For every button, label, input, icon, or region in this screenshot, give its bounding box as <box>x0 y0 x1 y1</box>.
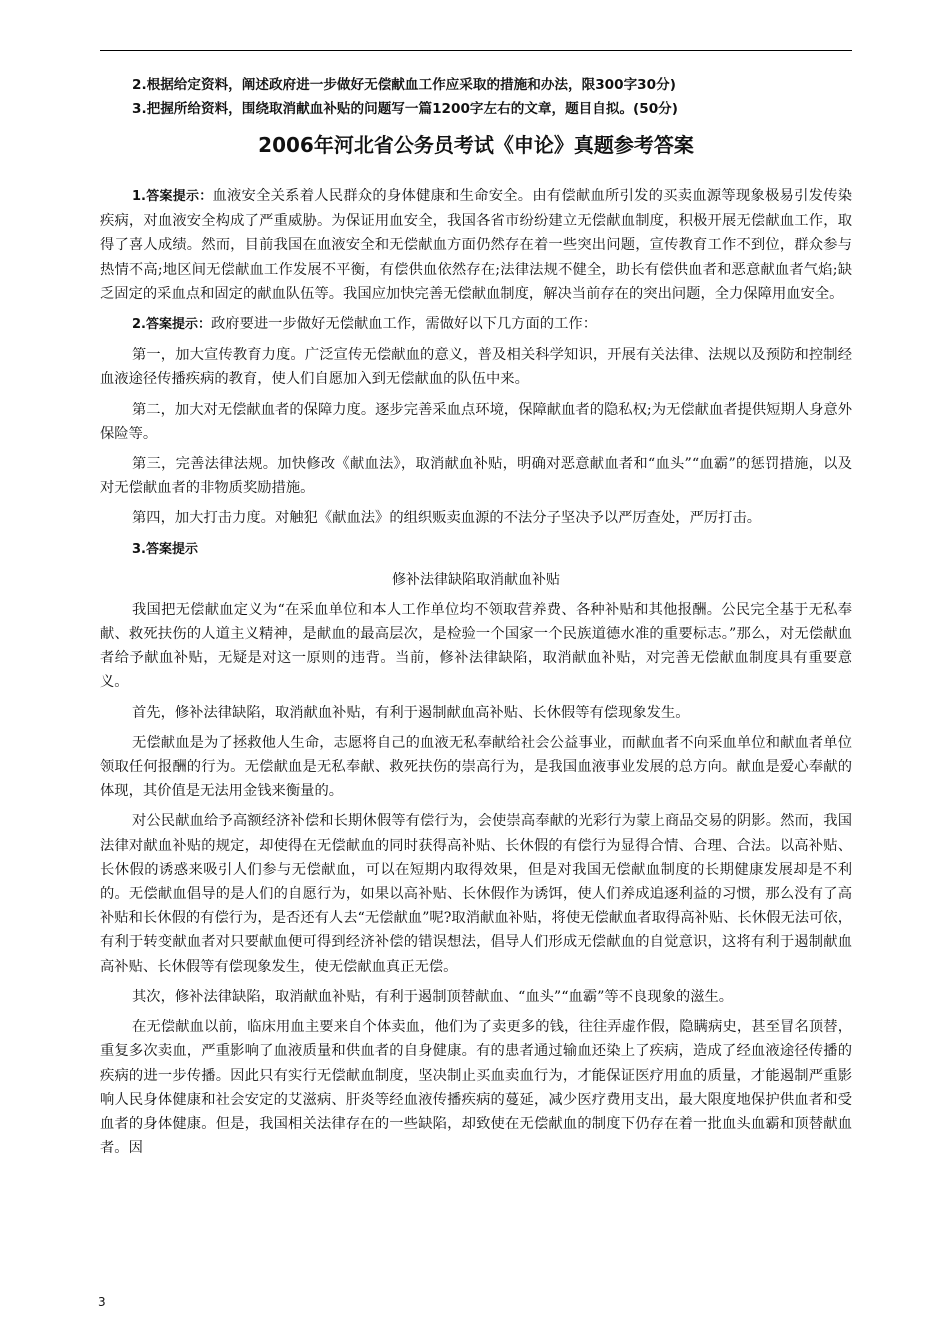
answer-1-text: 血液安全关系着人民群众的身体健康和生命安全。由有偿献血所引发的买卖血源等现象极易引发传染疾病，对血液安全构成了严重威胁。为保证用血安全，我国各省市纷纷建立无偿献血制度，积极开展无偿献血工作，取得了喜人成绩。然而，目前我国在血液安全和无偿献血方面仍然存在着一些突出问题，宣传教育工作不到位，群众参与热情不高;地区间无偿献血工作发展不平衡，有偿供血依然存在;法律法规不健全，助长有偿供血者和恶意献血者气焰;缺乏固定的采血点和固定的献血队伍等。我国应加快完善无偿献血制度，解决当前存在的突出问题，全力保障用血安全。 <box>100 188 853 302</box>
answer-2-intro-text: 政府要进一步做好无偿献血工作，需做好以下几方面的工作： <box>210 316 597 333</box>
essay-paragraph: 对公民献血给予高额经济补偿和长期休假等有偿行为，会使崇高奉献的光彩行为蒙上商品交易的阴影。然而，我国法律对献血补贴的规定，却使得在无偿献血的同时获得高补贴、长休假的有偿行为显得合情、合理、合法。以高补贴、长休假的诱惑来吸引人们参与无偿献血，可以在短期内取得效果，但是对我国无偿献血制度的长期健康发展却是不利的。无偿献血倡导的是人们的自愿行为，如果以高补贴、长休假作为诱饵，使人们养成追逐利益的习惯，那么没有了高补贴和长休假的有偿行为，是否还有人去“无偿献血”呢?取消献血补贴，将使无偿献血者取得高补贴、长休假无法可依，有利于转变献血者对只要献血便可得到经济补偿的错误想法，倡导人们形成无偿献血的自觉意识，这将有利于遏制献血高补贴、长休假等有偿现象发生，使无偿献血真正无偿。 <box>100 813 852 975</box>
essay-paragraph: 无偿献血是为了拯救他人生命，志愿将自己的血液无私奉献给社会公益事业，而献血者不向采血单位和献血者单位领取任何报酬的行为。无偿献血是无私奉献、救死扶伤的崇高行为，是我国血液事业发展的总方向。献血是爱心奉献的体现，其价值是无法用金钱来衡量的。 <box>100 734 852 800</box>
document-body <box>100 73 852 1166</box>
answer-3-label: 3.答案提示 <box>132 541 198 557</box>
essay-paragraph: 首先，修补法律缺陷，取消献血补贴，有利于遏制献血高补贴、长休假等有偿现象发生。 <box>132 704 690 721</box>
answer-2-point: 第一，加大宣传教育力度。广泛宣传无偿献血的意义，普及相关科学知识，开展有关法律、法规以及预防和控制经血液途径传播疾病的教育，使人们自愿加入到无偿献血的队伍中来。 <box>100 347 852 388</box>
answer-2-intro <box>100 312 852 337</box>
answer-2-label: 2.答案提示： <box>132 317 211 333</box>
essay-paragraph: 我国把无偿献血定义为“在采血单位和本人工作单位均不领取营养费、各种补贴和其他报酬。公民完全基于无私奉献、救死扶伤的人道主义精神，是献血的最高层次，是检验一个国家一个民族道德水准的重要标志。”那么，对无偿献血者给予献血补贴，无疑是对这一原则的违背。当前，修补法律缺陷，取消献血补贴，对完善无偿献血制度具有重要意义。 <box>100 601 852 691</box>
answer-1-label: 1.答案提示： <box>132 189 213 204</box>
answer-2-point: 第四，加大打击力度。对触犯《献血法》的组织贩卖血源的不法分子坚决予以严厉查处，严厉打击。 <box>132 510 762 527</box>
essay-paragraph: 在无偿献血以前，临床用血主要来自个体卖血，他们为了卖更多的钱，往往弄虚作假，隐瞒病史，甚至冒名顶替，重复多次卖血，严重影响了血液质量和供血者的自身健康。有的患者通过输血还染上了疾病，造成了经血液途径传播的疾病的进一步传播。因此只有实行无偿献血制度，坚决制止买血卖血行为，才能保证医疗用血的质量，才能遏制严重影响人民身体健康和社会安定的艾滋病、肝炎等经血液传播疾病的蔓延，减少医疗费用支出，最大限度地保护供血者和受血者的身体健康。但是，我国相关法律存在的一些缺陷，却致使在无偿献血的制度下仍存在着一批血头血霸和顶替献血者。因 <box>100 1019 852 1157</box>
question-2: 2.根据给定资料，阐述政府进一步做好无偿献血工作应采取的措施和办法，限300字30分) <box>132 77 676 93</box>
answer-2-point: 第二，加大对无偿献血者的保障力度。逐步完善采血点环境，保障献血者的隐私权;为无偿献血者提供短期人身意外保险等。 <box>100 401 852 442</box>
essay-title: 修补法律缺陷取消献血补贴 <box>392 571 560 588</box>
question-3: 3.把握所给资料，围绕取消献血补贴的问题写一篇1200字左右的文章，题目自拟。(50分) <box>132 101 678 117</box>
page-title: 2006年河北省公务员考试《申论》真题参考答案 <box>258 133 694 157</box>
essay-paragraph: 其次，修补法律缺陷，取消献血补贴，有利于遏制顶替献血、“血头”“血霸”等不良现象的滋生。 <box>132 988 734 1005</box>
page-number: 3 <box>98 1295 106 1309</box>
answer-2-point: 第三，完善法律法规。加快修改《献血法》，取消献血补贴，明确对恶意献血者和“血头”“血霸”的惩罚措施，以及对无偿献血者的非物质奖励措施。 <box>100 456 852 497</box>
answer-1 <box>100 184 852 306</box>
answer-3-heading <box>100 537 852 562</box>
header-rule <box>100 50 852 51</box>
